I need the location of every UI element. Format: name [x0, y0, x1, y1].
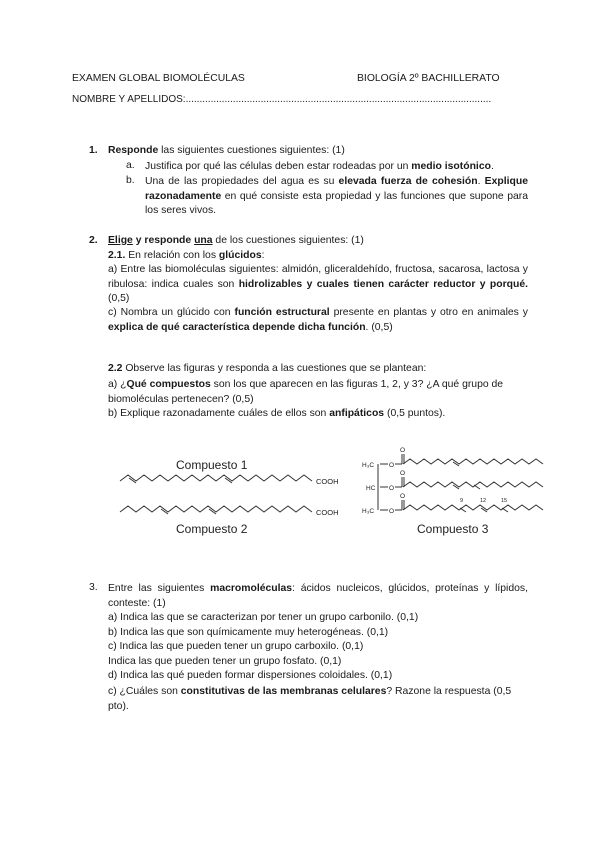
- q3-c2: c) ¿Cuáles son constitutivas de las membranas celulares? Razone la respuesta (0,5 pto).: [108, 686, 512, 712]
- compounds-figure: [0, 440, 600, 560]
- q2-1-a-text: a) Entre las biomoléculas siguientes: almidón, gliceraldehído, fructosa, sacarosa, lactosa y ribulosa: indica cuales son hidrolizables y cuales tienen carácter reductor y porqué. (0,5): [108, 264, 528, 304]
- q1-a-text: Justifica por qué las células deben estar rodeadas por un medio isotónico.: [145, 161, 494, 172]
- q1-intro: Responde las siguientes cuestiones siguientes: (1): [108, 145, 345, 156]
- exam-title: EXAMEN GLOBAL BIOMOLÉCULAS: [72, 73, 245, 84]
- q2-2-heading: 2.2 Observe las figuras y responda a las cuestiones que se plantean:: [108, 363, 427, 374]
- o-ester-1: O: [389, 462, 395, 469]
- compound-1-label: Compuesto 1: [176, 458, 248, 472]
- cooh-1: COOH: [316, 477, 339, 486]
- q1-a-label: a.: [126, 160, 135, 171]
- q3-a: a) Indica las que se caracterizan por tener un grupo carbonilo. (0,1): [108, 612, 419, 623]
- q1-b-label: b.: [126, 175, 135, 186]
- q3-d: d) Indica las qué pueden formar dispersiones coloidales. (0,1): [108, 670, 393, 681]
- q3-number: 3.: [89, 582, 98, 593]
- q1-b-text: Una de las propiedades del agua es su elevada fuerza de cohesión. Explique razonadamente en qué consiste esta propiedad y las funciones que supone para los seres vivos.: [145, 176, 528, 216]
- o-ester-3: O: [389, 508, 395, 515]
- name-line: NOMBRE Y APELLIDOS:..............................................................................................................: [72, 94, 492, 105]
- compound-1-chain: [120, 475, 312, 481]
- position-9: 9: [460, 498, 464, 504]
- h3c-top: H₃C: [362, 462, 375, 469]
- q3-b: b) Indica las que son químicamente muy heterogéneas. (0,1): [108, 627, 389, 638]
- compound-2-chain: [120, 506, 312, 512]
- course-title: BIOLOGÍA 2º BACHILLERATO: [357, 73, 500, 84]
- cooh-2: COOH: [316, 508, 339, 517]
- q2-1-c-text: c) Nombra un glúcido con función estructural presente en plantas y otro en animales y explica de qué característica depende dicha función. (0,5): [108, 307, 528, 333]
- o-ester-2: O: [389, 485, 395, 492]
- compound-3-chain-2: [403, 482, 543, 487]
- o-carbonyl-1: O: [400, 447, 406, 454]
- q2-number: 2.: [89, 235, 98, 246]
- q3-c: c) Indica las que pueden tener un grupo carboxilo. (0,1): [108, 641, 364, 652]
- hc-mid: HC: [366, 485, 376, 492]
- compound-3-label: Compuesto 3: [417, 522, 489, 536]
- o-carbonyl-3: O: [400, 493, 406, 500]
- q2-intro: Elige y responde una de los cuestiones siguientes: (1): [108, 235, 364, 246]
- q3-fosfato: Indica las que pueden tener un grupo fosfato. (0,1): [108, 656, 342, 667]
- q2-2-b-text: b) Explique razonadamente cuáles de ellos son anfipáticos (0,5 puntos).: [108, 408, 446, 419]
- position-15: 15: [501, 498, 508, 504]
- q2-1-heading: 2.1. En relación con los glúcidos:: [108, 250, 265, 261]
- compound-2-label: Compuesto 2: [176, 522, 248, 536]
- h3c-bottom: H₃C: [362, 508, 375, 515]
- q1-number: 1.: [89, 145, 98, 156]
- q3-intro: Entre las siguientes macromoléculas: ácidos nucleicos, glúcidos, proteínas y lípidos, conteste: (1): [108, 583, 528, 609]
- position-12: 12: [480, 498, 487, 504]
- compound-3-chain-3: [403, 505, 543, 510]
- q2-2-a-text: a) ¿Qué compuestos son los que aparecen en las figuras 1, 2, y 3? ¿A qué grupo de biomoléculas pertenecen? (0,5): [108, 379, 504, 405]
- o-carbonyl-2: O: [400, 470, 406, 477]
- compound-3-chain-1: [403, 459, 543, 464]
